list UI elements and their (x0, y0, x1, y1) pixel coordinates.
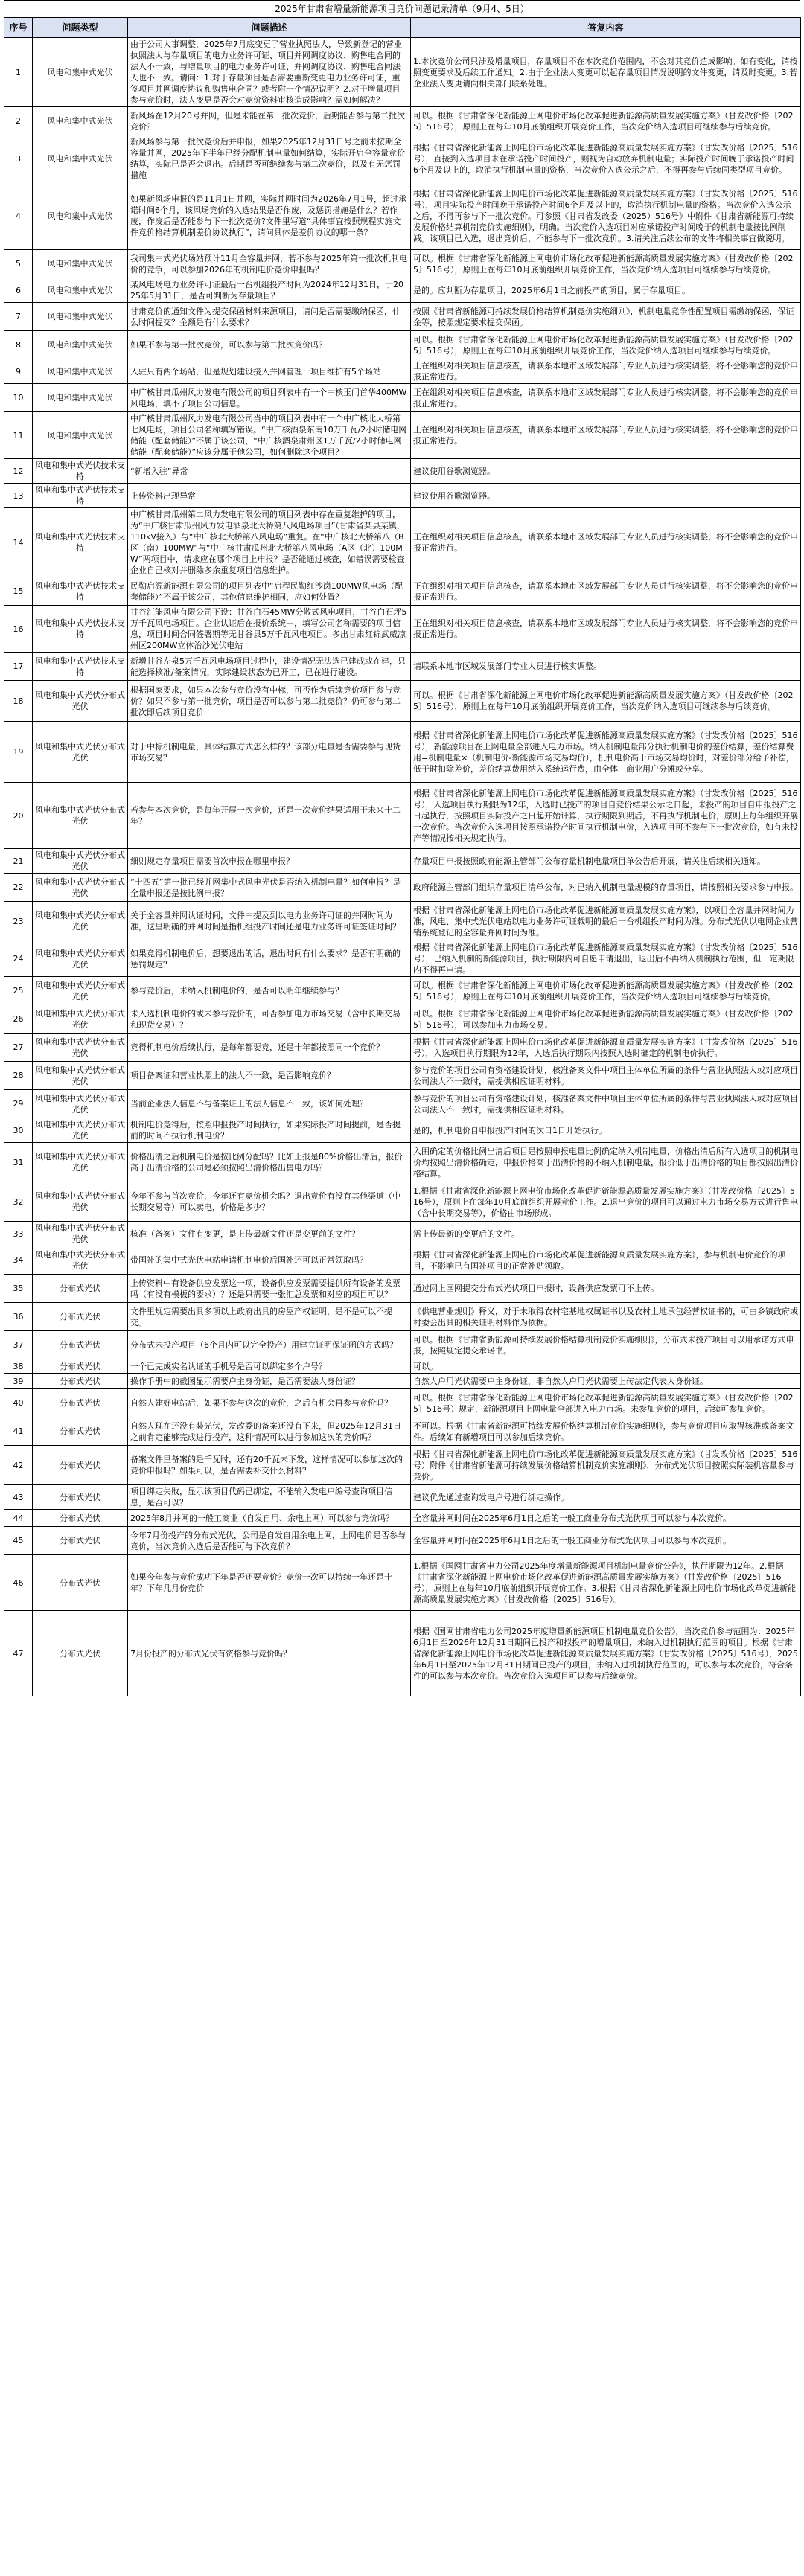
row-number: 33 (4, 1222, 33, 1246)
table-row (4, 384, 801, 412)
row-type: 分布式光伏 (33, 1510, 128, 1527)
row-question: 价格出清之后机制电价是按比例分配吗？比如上报是80%价格出清后，报价高于出清价格的公司是必须按照出清价格出售电力吗？ (128, 1143, 411, 1182)
row-number: 13 (4, 484, 33, 508)
table-row (4, 1005, 801, 1034)
row-answer: 是的。应判断为存量项目，2025年6月1日之前投产的项目，属于存量项目。 (411, 278, 801, 303)
table-row (4, 577, 801, 606)
table-row (4, 722, 801, 783)
row-type: 风电和集中式光伏分布式光伏 (33, 1182, 128, 1222)
row-type: 分布式光伏 (33, 1611, 128, 1696)
row-answer: 可以。根据《甘肃省深化新能源上网电价市场化改革促进新能源高质量发展实施方案》（甘发改价格〔2025〕516号）规定，新能源项目上网电量全部进入电力市场。未参加竞价的项目，后续可参加竞价。 (411, 1389, 801, 1417)
row-number: 16 (4, 606, 33, 653)
row-number: 11 (4, 412, 33, 459)
table-row (4, 1034, 801, 1062)
row-answer: 建议使用谷歌浏览器。 (411, 459, 801, 484)
table-row (4, 1275, 801, 1303)
row-type: 风电和集中式光伏分布式光伏 (33, 1143, 128, 1182)
row-question: 竞得机制电价后续执行，是每年都要竞，还是十年都按照同一个竞价？ (128, 1034, 411, 1062)
row-type: 风电和集中式光伏 (33, 107, 128, 135)
row-answer: 可以。根据《甘肃省深化新能源上网电价市场化改革促进新能源高质量发展实施方案》（甘发改价格〔2025〕516号），原则上在每年10月底前组织开展竞价工作，当次竞价纳入选项目可继续参与后续竞价。 (411, 977, 801, 1005)
row-number: 3 (4, 135, 33, 182)
row-answer: 入围确定的价格比例出清后项目是按照申报电量比例确定纳入机制电量，价格出清后所有入选项目的机制电价均按照出清价格确定，申报价格高于出清价格的不纳入机制电量，报价低于出清价格的项目都按照出清价格结算。 (411, 1143, 801, 1182)
row-question: 机制电价竞得后，按照申报投产时间执行，如果实际投产时间提前，是否提前的时间不执行机制电价？ (128, 1118, 411, 1143)
row-type: 风电和集中式光伏分布式光伏 (33, 1090, 128, 1118)
row-number: 46 (4, 1555, 33, 1611)
row-type: 分布式光伏 (33, 1485, 128, 1510)
row-answer: 正在组织对相关项目信息核查，请联系本地市区域发展部门专业人员进行核实调整，将不会影响您的竞价申报正常进行。 (411, 606, 801, 653)
table-row (4, 874, 801, 902)
row-question: 由于公司人事调整，2025年7月底变更了营业执照法人，导致新登记的营业执照法人与存量项目的电力业务许可证、项目并网调度协议、购售电合同的法人不一致，与增量项目的电力业务许可证、并网调度协议、购售电合同法人也不一致。请问：1.对于存量项目是否需要重新变更电力业务许可证，重签项目并网调度协议和购售电合同？或者附一个情况说明？2.对于增量项目参与竞价时，法人变更是否会对竞价资料审核造成影响？需如何解决？ (128, 38, 411, 107)
row-type: 分布式光伏 (33, 1359, 128, 1374)
row-answer: 通过网上国网提交分布式光伏项目申报时，设备供应发票可不上传。 (411, 1275, 801, 1303)
table-row (4, 182, 801, 250)
table-row (4, 783, 801, 849)
row-type: 风电和集中式光伏 (33, 359, 128, 384)
table-row (4, 1527, 801, 1555)
row-question: 操作手册中的截图显示需要户主身份证，是否需要法人身份证？ (128, 1374, 411, 1389)
row-answer: 根据《甘肃省深化新能源上网电价市场化改革促进新能源高质量发展实施方案》（甘发改价格〔2025〕516号），直接到入选项目未在承诺投产时间投产，则视为自动放弃机制电量；实际投产时间晚于承诺投产时间6个月及以上的，取消执行机制电量的资格，当次竞价入选公示之后，不得再参与后续同类型项目竞价。 (411, 135, 801, 182)
row-number: 39 (4, 1374, 33, 1389)
row-question: 甘肃竞价的通知文件为提交保函材料来源项目，请问是否需要缴纳保函，什么时间提交？金额是有什么要求？ (128, 303, 411, 331)
table-row (4, 1611, 801, 1696)
header-type: 问题类型 (33, 18, 128, 38)
row-question: 带国补的集中式光伏电站申请机制电价后国补还可以正常领取吗？ (128, 1246, 411, 1275)
table-row (4, 135, 801, 182)
row-number: 17 (4, 653, 33, 681)
row-number: 26 (4, 1005, 33, 1034)
row-type: 风电和集中式光伏 (33, 412, 128, 459)
row-type: 风电和集中式光伏分布式光伏 (33, 722, 128, 783)
row-question: 入驻只有两个场站，但是规划建设接入并网管理一项目维护有5个场站 (128, 359, 411, 384)
row-question: 中广核甘肃瓜州风力发电有限公司当中的项目列表中有一个中广核北大桥第七风电场，项目公司名称填写错误。“中广核酒泉东南10万千瓦/2小时储电网储能（配套储能）”不属于该公司，“中广核酒泉肃州区1万千瓦/2小时储电网储能（配套储能）”应该分属于他公司，如何删除这个项目？ (128, 412, 411, 459)
row-type: 风电和集中式光伏技术支持 (33, 577, 128, 606)
row-type: 风电和集中式光伏技术支持 (33, 606, 128, 653)
table-row (4, 359, 801, 384)
row-answer: 根据《甘肃省深化新能源上网电价市场化改革促进新能源高质量发展实施方案》（甘发改价格〔2025〕516号），入选项目执行期限为12年，入选后执行期限内按照入选时确定的机制电价执行。 (411, 1034, 801, 1062)
table-row (4, 1090, 801, 1118)
row-question: 一个已完成实名认证的手机号是否可以绑定多个户号？ (128, 1359, 411, 1374)
row-question: 新增甘谷左泉5万千瓦风电场项目过程中，建设情况无法选已建成或在建，只能选择核准/备案情况，实际建设状态为已开工，已在进行建设。 (128, 653, 411, 681)
row-number: 31 (4, 1143, 33, 1182)
row-answer: 按照《甘肃省新能源可持续发展价格结算机制竞价实施细则》，机制电量竞争性配置项目需缴纳保函，保证金等，按照规定要求提交保函。 (411, 303, 801, 331)
row-answer: 正在组织对相关项目信息核查，请联系本地市区域发展部门专业人员进行核实调整，将不会影响您的竞价申报正常进行。 (411, 384, 801, 412)
table-row (4, 606, 801, 653)
row-type: 分布式光伏 (33, 1331, 128, 1359)
row-question: 中广核甘肃瓜州风力发电有限公司的项目列表中有一个中核玉门首华400MW风电场，填不了项目公司信息。 (128, 384, 411, 412)
table-body (4, 38, 801, 1696)
row-question: 自然人现在还没有装光伏，发改委的备案还没有下来，但2025年12月31日之前肯定能够完成进行投产，这种情况可以进行参加这次的竞价吗？ (128, 1417, 411, 1446)
row-answer: 可以。根据《甘肃省深化新能源上网电价市场化改革促进新能源高质量发展实施方案》（甘发改价格〔2025〕516号），可以参加电力市场交易。 (411, 1005, 801, 1034)
row-type: 分布式光伏 (33, 1374, 128, 1389)
row-question: 项目备案证和营业执照上的法人不一致，是否影响竞价？ (128, 1062, 411, 1090)
table-row (4, 1446, 801, 1485)
table-row (4, 1246, 801, 1275)
row-number: 36 (4, 1303, 33, 1331)
table-row (4, 1182, 801, 1222)
table-row (4, 1417, 801, 1446)
row-answer: 全容量并网时间在2025年6月1日之后的一般工商业分布式光伏项目可以参与本次竞价。 (411, 1510, 801, 1527)
row-number: 30 (4, 1118, 33, 1143)
row-number: 5 (4, 250, 33, 278)
table-row (4, 681, 801, 722)
header-desc: 问题描述 (128, 18, 411, 38)
row-answer: 可以。根据《甘肃省深化新能源上网电价市场化改革促进新能源高质量发展实施方案》（甘发改价格〔2025〕516号），原则上在每年10月底前组织开展竞价工作，当次竞价纳入选项目可继续参与后续竞价。 (411, 107, 801, 135)
row-answer: 根据《甘肃省深化新能源上网电价市场化改革促进新能源高质量发展实施方案》（甘发改价格〔2025〕516号），入选项目执行期限为12年，入选时已投产的项目自竞价结果公示之日起，未投产的项目自申报投产之日起执行，按照项目实际投产之日起开始计算，执行期限到期后，不再执行机制电价，原则上每年组织开展一次竞价。当次竞价入选项目按照承诺投产时间执行机制电价，入选项目可不参与下一批次竞价，如有未投产等情况按相关规定执行。 (411, 783, 801, 849)
row-number: 10 (4, 384, 33, 412)
row-number: 44 (4, 1510, 33, 1527)
table-row (4, 849, 801, 874)
row-answer: 全容量并网时间在2025年6月1日之后的一般工商业分布式光伏项目可以参与本次竞价。 (411, 1527, 801, 1555)
row-number: 6 (4, 278, 33, 303)
row-answer: 不可以。根据《甘肃省新能源可持续发展价格结算机制竞价实施细则》，参与竞价项目应取得核准或备案文件。后续如有新增项目可以参加后续竞价。 (411, 1417, 801, 1446)
row-answer: 可以。根据《甘肃省深化新能源上网电价市场化改革促进新能源高质量发展实施方案》（甘发改价格〔2025〕516号），原则上在每年10月底前组织开展竞价工作，当次竞价纳入选项目可继续参与后续竞价。 (411, 681, 801, 722)
row-type: 风电和集中式光伏分布式光伏 (33, 1222, 128, 1246)
row-question: 上传资料中有设备供应发票这一项，设备供应发票需要提供所有设备的发票吗（有没有模板的要求）？还是只需要一张汇总发票和对应的项目可以？ (128, 1275, 411, 1303)
table-row (4, 1485, 801, 1510)
row-answer: 根据《甘肃省深化新能源上网电价市场化改革促进新能源高质量发展实施方案》，以项目全容量并网时间为准，风电、集中式光伏电站以电力业务许可证载明的最后一台机组投产时间为准。分布式光伏以电网企业营销系统登记的全容量并网时间为准。 (411, 902, 801, 941)
row-question: 如果新风场申报的是11月1日并网，实际并网时间为2026年7月1号，超过承诺时间6个月，该风场竞价的入选结果是否作废，及惩罚措施是什么？若作废，作废后是否能参与下一批次竞价?文件里写道“具体事宜按照规程实施文件竞价格结算机制差价协议执行”，请问具体是差价协议的哪一条？ (128, 182, 411, 250)
row-number: 8 (4, 331, 33, 359)
row-question: 细则规定存量项目需要首次申报在哪里申报？ (128, 849, 411, 874)
table-row (4, 1374, 801, 1389)
row-number: 38 (4, 1359, 33, 1374)
row-question: 新风场在12月20号并网，但是未能在第一批次竞价，后期能否参与第二批次竞价？ (128, 107, 411, 135)
row-question: 核准（备案）文件有变更，是上传最新文件还是变更前的文件？ (128, 1222, 411, 1246)
row-question: 关于全容量并网认证时间，文件中提及到以电力业务许可证的并网时间为准，这里明确的并网时间是指机组投产时间还是电力业务许可证签证时间？ (128, 902, 411, 941)
row-type: 分布式光伏 (33, 1446, 128, 1485)
row-answer: 是的，机制电价自申报投产时间的次日1日开始执行。 (411, 1118, 801, 1143)
row-number: 35 (4, 1275, 33, 1303)
row-number: 40 (4, 1389, 33, 1417)
row-type: 风电和集中式光伏分布式光伏 (33, 941, 128, 977)
row-type: 分布式光伏 (33, 1555, 128, 1611)
row-question: 甘谷汇能风电有限公司下设：甘谷白石45MW分散式风电项目，甘谷白石坪5万千瓦风电场项目。企业认证后在报价系统中，填写公司名称需要的项目信息，项目时间合同签署期等无甘谷县5万千瓦风电项目。多出甘肃红锦武威凉州区200MW立体治沙光伏电站 (128, 606, 411, 653)
row-type: 风电和集中式光伏 (33, 182, 128, 250)
row-question: 根据国家要求，如果本次参与竞价没有中标，可否作为后续竞价项目参与竞价？如果不参与第一批竞价，项目是否可以参与第二批竞价？仍可参与第二批次即后续项目竞价 (128, 681, 411, 722)
row-answer: 根据《甘肃省深化新能源上网电价市场化改革促进新能源高质量发展实施方案》（甘发改价格〔2025〕516号），已纳入机制的新能源项目，执行期限内可自愿申请退出，退出后不再纳入机制执行范围，但一定期限内不得再申请。 (411, 941, 801, 977)
row-answer: 1.本次竞价公司只涉及增量项目，存量项目不在本次竞价范围内，不会对其竞价造成影响。如有变化，请按照变更要求及后续工作通知。2.由于企业法人变更可以起存量项目情况说明的文件变更，请及时变更。3.若企业法人变更请向相关部门联系处理。 (411, 38, 801, 107)
row-number: 7 (4, 303, 33, 331)
row-number: 4 (4, 182, 33, 250)
row-number: 21 (4, 849, 33, 874)
row-question: 未入选机制电价的或未参与竞价的，可否参加电力市场交易（含中长期交易和现货交易）？ (128, 1005, 411, 1034)
row-type: 分布式光伏 (33, 1389, 128, 1417)
row-type: 风电和集中式光伏分布式光伏 (33, 902, 128, 941)
row-answer: 政府能源主管部门组织存量项目清单公布，对已纳入机制电量规模的存量项目，请按照相关要求参与申报。 (411, 874, 801, 902)
table-row (4, 941, 801, 977)
row-type: 风电和集中式光伏 (33, 250, 128, 278)
table-row (4, 250, 801, 278)
row-type: 风电和集中式光伏分布式光伏 (33, 874, 128, 902)
row-answer: 《供电营业规则》释义，对于未取得农村宅基地权属证书以及农村土地承包经营权证书的，可由乡镇政府或村委会出具的相关证明材料作为依据。 (411, 1303, 801, 1331)
row-question: 参与竞价后，未纳入机制电价的，是否可以明年继续参与？ (128, 977, 411, 1005)
row-type: 风电和集中式光伏分布式光伏 (33, 783, 128, 849)
row-type: 风电和集中式光伏 (33, 384, 128, 412)
row-type: 风电和集中式光伏技术支持 (33, 508, 128, 577)
table-row (4, 1510, 801, 1527)
row-question: 当前企业法人信息不与备案证上的法人信息不一致，该如何处理？ (128, 1090, 411, 1118)
row-number: 47 (4, 1611, 33, 1696)
row-number: 32 (4, 1182, 33, 1222)
table-row (4, 107, 801, 135)
row-question: 如果今年参与竞价成功下年是否还要竞价？竞价一次可以持续一年还是十年？下年几月份竞价 (128, 1555, 411, 1611)
table-row (4, 331, 801, 359)
row-number: 45 (4, 1527, 33, 1555)
row-question: 上传资料出现异常 (128, 484, 411, 508)
row-number: 41 (4, 1417, 33, 1446)
row-question: 文件里规定需要出具多项以上政府出具的房屋产权证明，是不是可以不提交。 (128, 1303, 411, 1331)
row-question: 今年不参与首次竞价，今年还有竞价机会吗？退出竞价有没有其他渠道（中长期交易等）可以卖电，价格是多少？ (128, 1182, 411, 1222)
row-number: 43 (4, 1485, 33, 1510)
row-question: 新风场参与第一批次竞价后并申报，如果2025年12月31日号之前未按期全容量并网，2025年下半年已经分配机制电量如何结算，实际开启全容量竞价结算，实际已是否会退出。后期是否可继续参与第二次竞价，以及有无惩罚措施 (128, 135, 411, 182)
table-row (4, 1118, 801, 1143)
row-question: 我司集中式光伏场站预计11月全容量并网，若不参与2025年第一批次机制电价的竞争，可以参加2026年的机制电价竞价申报吗？ (128, 250, 411, 278)
row-type: 风电和集中式光伏 (33, 278, 128, 303)
table-row (4, 278, 801, 303)
table-row (4, 1143, 801, 1182)
table-row (4, 902, 801, 941)
row-answer: 参与竞价的项目公司有资格建设计划，核准备案文件中项目主体单位所属的条件与营业执照法人或对应项目公司法人不一致时，需提供相应证明材料。 (411, 1062, 801, 1090)
row-answer: 1.根据《国网甘肃省电力公司2025年度增量新能源项目机制电量竞价公告》，执行期限为12年。2.根据《甘肃省深化新能源上网电价市场化改革促进新能源高质量发展实施方案》（甘发改价格〔2025〕516号），原则上在每年10月底前组织开展竞价工作。3.根据《甘肃省深化新能源上网电价市场化改革促进新能源高质量发展实施方案》（甘发改价格〔2025〕516号）。 (411, 1555, 801, 1611)
row-type: 风电和集中式光伏技术支持 (33, 484, 128, 508)
row-answer: 可以。 (411, 1359, 801, 1374)
row-number: 1 (4, 38, 33, 107)
row-number: 15 (4, 577, 33, 606)
row-type: 风电和集中式光伏技术支持 (33, 459, 128, 484)
row-answer: 存量项目申报按照政府能源主管部门公布存量机制电量项目单公告后开展，请关注后续相关通知。 (411, 849, 801, 874)
row-type: 分布式光伏 (33, 1417, 128, 1446)
row-answer: 根据《甘肃省深化新能源上网电价市场化改革促进新能源高质量发展实施方案》（甘发改价格〔2025〕516号），新能源项目在上网电量全部进入电力市场。纳入机制电量部分执行机制电价的差价结算，差价结算费用=机制电量×（机制电价-新能源市场交易均价），机制电价高于市场交易均价时，对差价部分给予补偿，低于时扣除差价，差价结算费用纳入系统运行费，由全体工商业用户分摊或分享。 (411, 722, 801, 783)
row-answer: 可以。根据《甘肃省深化新能源上网电价市场化改革促进新能源高质量发展实施方案》（甘发改价格〔2025〕516号），原则上在每年10月底前组织开展竞价工作，当次竞价纳入选项目可继续参与后续竞价。 (411, 331, 801, 359)
table-row (4, 1303, 801, 1331)
row-number: 27 (4, 1034, 33, 1062)
row-answer: 可以。根据《甘肃省新能源可持续发展价格结算机制竞价实施细则》，分布式未投产项目可以用承诺方式申报，按照规定提交承诺书。 (411, 1331, 801, 1359)
row-question: 民勤启源新能源有限公司的项目列表中“启程民勤红沙岗100MW风电场（配套储能）”不属于该公司，其他信息维护相同，应如何处置？ (128, 577, 411, 606)
row-type: 风电和集中式光伏 (33, 38, 128, 107)
row-number: 37 (4, 1331, 33, 1359)
row-answer: 自然人户用光伏需要户主身份证，非自然人户用光伏需要上传法定代表人身份证。 (411, 1374, 801, 1389)
table-row (4, 1331, 801, 1359)
row-answer: 根据《甘肃省深化新能源上网电价市场化改革促进新能源高质量发展实施方案》（甘发改价格〔2025〕516号），项目实际投产时间晚于承诺投产时间6个月及以上的，取消执行机制电量的资格。当次竞价入选公示之后，不得再参与下一批次竞价。可参照《甘肃省发改委（2025）516号》中附件《甘肃省新能源可持续发展价格结算机制竞价实施细则》，明确。当次竞价入选项目对应承诺投产时间晚于的机制电量按比例削减。该项目已入选，退出竞价后，不能参与下一批次竞价。3.请关注后续公布的文件将相关事宜做说明。 (411, 182, 801, 250)
row-number: 22 (4, 874, 33, 902)
row-number: 14 (4, 508, 33, 577)
row-answer: 建议优先通过查询发电户号进行绑定操作。 (411, 1485, 801, 1510)
issue-table (4, 17, 801, 1696)
row-answer: 建议使用谷歌浏览器。 (411, 484, 801, 508)
row-number: 24 (4, 941, 33, 977)
row-number: 23 (4, 902, 33, 941)
row-answer: 参与竞价的项目公司有资格建设计划，核准备案文件中项目主体单位所属的条件与营业执照法人或对应项目公司法人不一致时，需提供相应证明材料。 (411, 1090, 801, 1118)
row-type: 风电和集中式光伏技术支持 (33, 653, 128, 681)
row-question: 如果竞得机制电价后，想要退出的话，退出时间有什么要求？是否有明确的惩罚规定？ (128, 941, 411, 977)
row-question: 自然人建好电站后，如果不参与这次的竞价，之后有机会再参与竞价吗？ (128, 1389, 411, 1417)
row-number: 42 (4, 1446, 33, 1485)
table-row (4, 1062, 801, 1090)
sheet (4, 0, 800, 1696)
row-number: 25 (4, 977, 33, 1005)
row-type: 分布式光伏 (33, 1527, 128, 1555)
row-type: 风电和集中式光伏 (33, 331, 128, 359)
row-question: 如果不参与第一批次竞价，可以参与第二批次竞价吗？ (128, 331, 411, 359)
row-type: 风电和集中式光伏分布式光伏 (33, 681, 128, 722)
row-answer: 正在组织对相关项目信息核查，请联系本地市区域发展部门专业人员进行核实调整，将不会影响您的竞价申报正常进行。 (411, 508, 801, 577)
row-number: 2 (4, 107, 33, 135)
row-number: 18 (4, 681, 33, 722)
row-answer: 根据《国网甘肃省电力公司2025年度增量新能源项目机制电量竞价公告》，当次竞价参与范围为：2025年6月1日至2026年12月31日期间已投产和拟投产的增量项目，未纳入过机制执行范围的项目。根据《甘肃省深化新能源上网电价市场化改革促进新能源高质量发展实施方案》（甘发改价格〔2025〕516号），2025年6月1日至2025年12月31日期间已投产的项目，未纳入过机制执行范围的，可以参与本次竞价，符合条件的可以参与本次竞价。当次竞价入选项目可以参与后续竞价。 (411, 1611, 801, 1696)
row-number: 12 (4, 459, 33, 484)
row-question: “新增入驻”异常 (128, 459, 411, 484)
table-row (4, 1555, 801, 1611)
row-type: 风电和集中式光伏分布式光伏 (33, 849, 128, 874)
row-number: 34 (4, 1246, 33, 1275)
row-type: 分布式光伏 (33, 1303, 128, 1331)
row-number: 20 (4, 783, 33, 849)
row-answer: 请联系本地市区域发展部门专业人员进行核实调整。 (411, 653, 801, 681)
row-answer: 正在组织对相关项目信息核查，请联系本地市区域发展部门专业人员进行核实调整，将不会影响您的竞价申报正常进行。 (411, 577, 801, 606)
row-type: 风电和集中式光伏分布式光伏 (33, 1118, 128, 1143)
row-number: 28 (4, 1062, 33, 1090)
row-number: 9 (4, 359, 33, 384)
row-question: 若参与本次竞价，是每年开展一次竞价，还是一次竞价结果适用于未来十二年？ (128, 783, 411, 849)
row-question: 项目绑定失败，显示该项目代码已绑定，不能输入发电户编号查询项目信息，是否可以？ (128, 1485, 411, 1510)
table-row (4, 508, 801, 577)
row-type: 分布式光伏 (33, 1275, 128, 1303)
row-type: 风电和集中式光伏分布式光伏 (33, 1034, 128, 1062)
table-row (4, 38, 801, 107)
row-answer: 1.根据《甘肃省深化新能源上网电价市场化改革促进新能源高质量发展实施方案》（甘发改价格〔2025〕516号），原则上在每年10月底前组织开展竞价工作。2.退出竞价的项目可以通过电力市场交易方式进行售电（含中长期交易等），价格由市场形成。 (411, 1182, 801, 1222)
header-no: 序号 (4, 18, 33, 38)
row-question: 备案文件里备案的是千瓦时，还有20千瓦未下发，这样情况可以参加这次的竞价申报吗？如果可以，是否需要补交什么材料？ (128, 1446, 411, 1485)
row-number: 29 (4, 1090, 33, 1118)
table-row (4, 977, 801, 1005)
table-row (4, 459, 801, 484)
row-answer: 需上传最新的变更后的文件。 (411, 1222, 801, 1246)
row-type: 风电和集中式光伏分布式光伏 (33, 977, 128, 1005)
table-row (4, 1222, 801, 1246)
row-answer: 正在组织对相关项目信息核查，请联系本地市区域发展部门专业人员进行核实调整，将不会影响您的竞价申报正常进行。 (411, 359, 801, 384)
row-question: 对于中标机制电量，具体结算方式怎么样的？该部分电量是否需要参与现货市场交易？ (128, 722, 411, 783)
row-question: 分布式未投产项目（6个月内可以完全投产）用建立证明保证函的方式吗？ (128, 1331, 411, 1359)
row-question: 2025年8月并网的一般工商业（自发自用、余电上网）可以参与竞价吗？ (128, 1510, 411, 1527)
row-question: 今年7月份投产的分布式光伏，公司是自发自用余电上网，上网电价是否参与竞价，当次竞价入选后是否能可与下次竞价？ (128, 1527, 411, 1555)
row-question: 某风电场电力业务许可证最后一台机组投产时间为2024年12月31日，于2025年5月31日，是否可判断为存量项目？ (128, 278, 411, 303)
table-row (4, 653, 801, 681)
table-row (4, 1389, 801, 1417)
row-question: 7月份投产的分布式光伏有资格参与竞价吗？ (128, 1611, 411, 1696)
row-answer: 根据《甘肃省深化新能源上网电价市场化改革促进新能源高质量发展实施方案》（甘发改价格〔2025〕516号）附件《甘肃省新能源可持续发展价格结算机制竞价实施细则》，分布式光伏项目按照实际装机容量参与竞价。 (411, 1446, 801, 1485)
row-answer: 正在组织对相关项目信息核查，请联系本地市区域发展部门专业人员进行核实调整，将不会影响您的竞价申报正常进行。 (411, 412, 801, 459)
row-type: 风电和集中式光伏分布式光伏 (33, 1062, 128, 1090)
row-number: 19 (4, 722, 33, 783)
page-title: 2025年甘肃省增量新能源项目竞价问题记录清单（9月4、5日） (4, 0, 800, 17)
row-type: 风电和集中式光伏 (33, 303, 128, 331)
header-answer: 答复内容 (411, 18, 801, 38)
row-type: 风电和集中式光伏分布式光伏 (33, 1005, 128, 1034)
table-row (4, 412, 801, 459)
header-row (4, 18, 801, 38)
table-row (4, 303, 801, 331)
row-question: 中广核甘肃瓜州第二风力发电有限公司的项目列表中存在重复维护的项目，为“中广核甘肃瓜州风力发电酒泉北大桥第八风电场项目”（甘肃省某县某镇，110kV接入）与“中广核北大桥第八风电场”重复。在“中广核北大桥第八（B区（南）100MW”与“中广核甘肃瓜州北大桥第八风电场（A区（北）100MW”两项目中，请求应在哪个项目上申报？是否能通过核查，如错误需要检查企业自己核对并删除多余重复项目信息维护。 (128, 508, 411, 577)
row-type: 风电和集中式光伏 (33, 135, 128, 182)
row-type: 风电和集中式光伏分布式光伏 (33, 1246, 128, 1275)
table-row (4, 484, 801, 508)
table-row (4, 1359, 801, 1374)
row-question: “十四五”第一批已经并网集中式风电光伏是否纳入机制电量？如何申报？是全量申报还是按比例申报？ (128, 874, 411, 902)
row-answer: 根据《甘肃省深化新能源上网电价市场化改革促进新能源高质量发展实施方案》，参与机制电价竞价的项目，不影响已有国补项目的正常补贴领取。 (411, 1246, 801, 1275)
row-answer: 可以。根据《甘肃省深化新能源上网电价市场化改革促进新能源高质量发展实施方案》（甘发改价格〔2025〕516号），原则上在每年10月底前组织开展竞价工作，当次竞价纳入选项目可继续参与后续竞价。 (411, 250, 801, 278)
